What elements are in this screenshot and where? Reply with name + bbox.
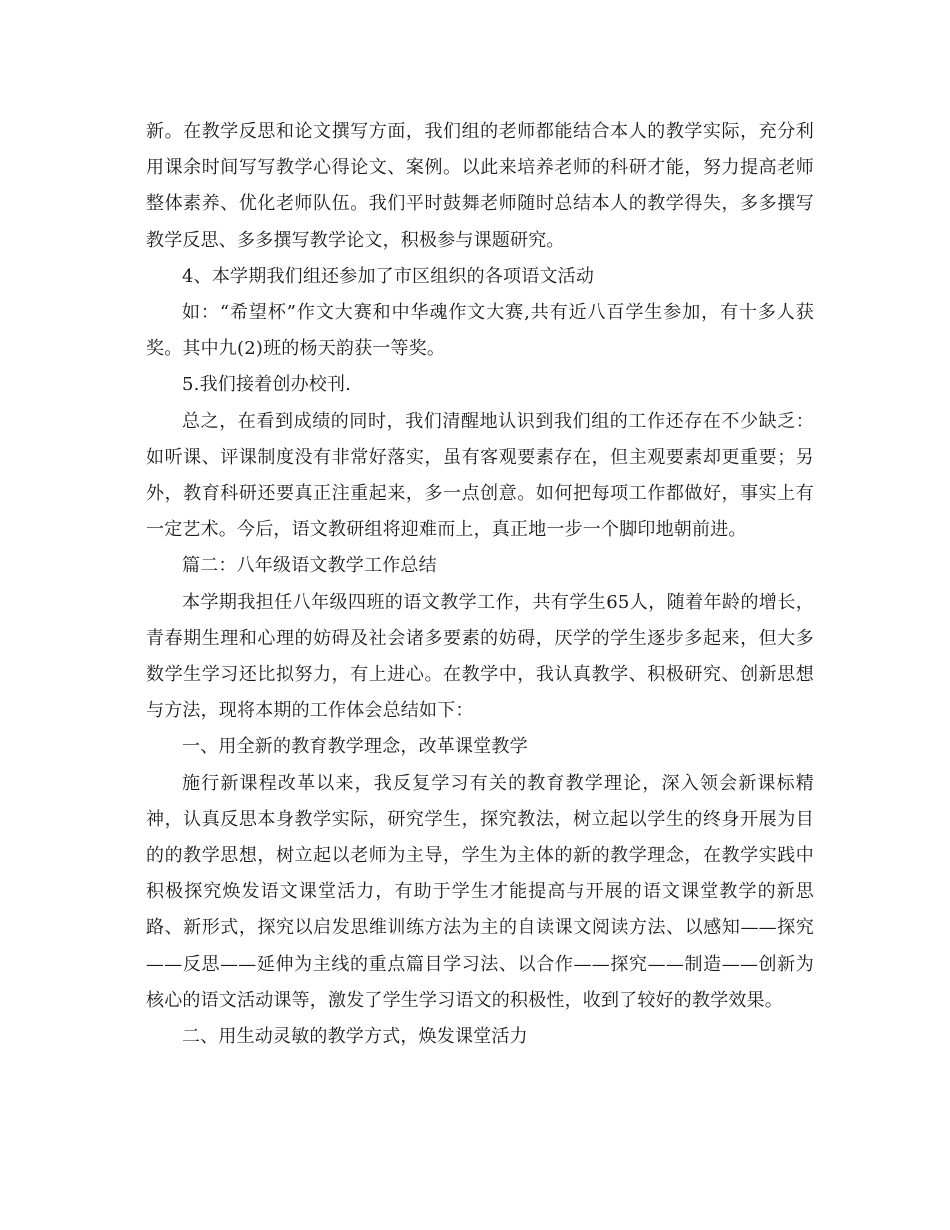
section-heading: 篇二：八年级语文教学工作总结	[182, 555, 437, 577]
section-heading: 一、用全新的教育教学理念，改革课堂教学	[182, 736, 528, 758]
document-body	[146, 114, 814, 1055]
section-heading: 二、用生动灵敏的教学方式，焕发课堂活力	[182, 1026, 528, 1048]
paragraph: 新。在教学反思和论文撰写方面，我们组的老师都能结合本人的教学实际，充分利用课余时间写写教学心得论文、案例。以此来培养老师的科研才能，努力提高老师整体素养、优化老师队伍。我们平时鼓舞老师随时总结本人的教学得失，多多撰写教学反思、多多撰写教学论文，积极参与课题研究。	[146, 121, 814, 251]
paragraph: 总之，在看到成绩的同时，我们清醒地认识到我们组的工作还存在不少缺乏：如听课、评课制度没有非常好落实，虽有客观要素存在，但主观要素却更重要；另外，教育科研还要真正注重起来，多一点创意。如何把每项工作都做好，事实上有一定艺术。今后，语文教研组将迎难而上，真正地一步一个脚印地朝前进。	[146, 410, 814, 541]
paragraph: 4、本学期我们组还参加了市区组织的各项语文活动	[182, 265, 595, 287]
paragraph: 施行新课程改革以来，我反复学习有关的教育教学理论，深入领会新课标精神，认真反思本身教学实际，研究学生，探究教法，树立起以学生的终身开展为目的的教学思想，树立起以老师为主导，学生为主体的新的教学理念，在教学实践中积极探究焕发语文课堂活力，有助于学生才能提高与开展的语文课堂教学的新思路、新形式，探究以启发思维训练方法为主的自读课文阅读方法、以感知——探究——反思——延伸为主线的重点篇目学习法、以合作——探究——制造——创新为核心的语文活动课等，激发了学生学习语文的积极性，收到了较好的教学效果。	[146, 772, 814, 1011]
paragraph: 本学期我担任八年级四班的语文教学工作，共有学生65人，随着年龄的增长，青春期生理和心理的妨碍及社会诸多要素的妨碍，厌学的学生逐步多起来，但大多数学生学习还比拟努力，有上进心。在教学中，我认真教学、积极研究、创新思想与方法，现将本期的工作体会总结如下：	[146, 591, 814, 722]
paragraph: 5.我们接着创办校刊.	[182, 374, 352, 396]
paragraph: 如：“希望杯”作文大赛和中华魂作文大赛,共有近八百学生参加，有十多人获奖。其中九(2)班的杨天韵获一等奖。	[146, 302, 814, 360]
